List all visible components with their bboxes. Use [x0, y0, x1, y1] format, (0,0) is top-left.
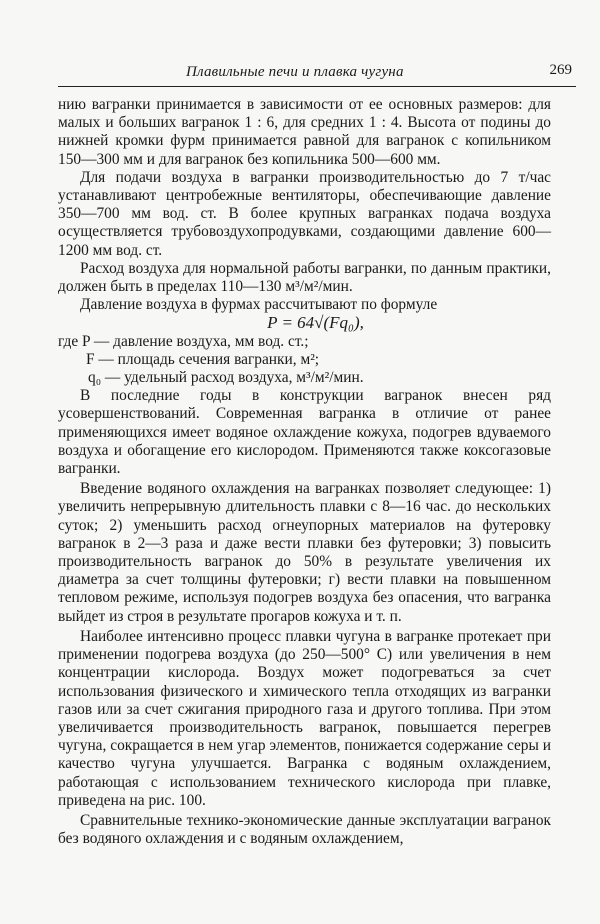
- paragraph: Для подачи воздуха в вагранки производительностью до 7 т/час устанавливают центробежные вентиляторы, обеспечивающие давление 350—700 мм вод. ст. В более крупных вагранках подача воздуха осуществляется трубовоздухопродувками, создающими давление 600—1200 мм вод. ст.: [58, 168, 551, 259]
- paragraph: Давление воздуха в фурмах рассчитывают по формуле: [80, 296, 438, 314]
- paragraph: Сравнительные технико-экономические данные эксплуатации вагранок без водяного охлаждения и с водяным охлаждением,: [58, 811, 551, 848]
- paragraph: В последние годы в конструкции вагранок внесен ряд усовершенствований. Современная вагранка в отличие от ранее применяющихся имеет водяное охлаждение кожуха, подогрев вдуваемого воздуха и обогащение его кислородом. Применяются также коксогазовые вагранки.: [58, 387, 551, 478]
- formula-definitions: [58, 333, 551, 388]
- formula: P = 64√(Fq₀),: [267, 313, 364, 333]
- definition: q₀ — удельный расход воздуха, м³/м²/мин.: [88, 369, 364, 387]
- body-text: [58, 96, 551, 848]
- definition: F — площадь сечения вагранки, м²;: [86, 350, 320, 368]
- paragraph: нию вагранки принимается в зависимости от ее основных размеров: для малых и больших вагранок 1 : 6, для средних 1 : 4. Высота от подины до нижней кромки фурм принимается равной для вагранок с копильником 150—300 мм и для вагранок без копильника 500—600 мм.: [58, 96, 551, 168]
- definition: где P — давление воздуха, мм вод. ст.;: [58, 332, 309, 350]
- paragraph: Введение водяного охлаждения на вагранках позволяет следующее: 1) увеличить непрерывную длительность плавки с 8—16 час. до нескольких суток; 2) уменьшить расход огнеупорных материалов на футеровку вагранок в 2—3 раза и даже вести плавки без футеровки; 3) повысить производительность вагранок до 50% в результате увеличения их диаметра за счет толщины футеровки; г) вести плавки на повышенном тепловом режиме, используя подогрев воздуха без опасения, что вагранка выйдет из строя в результате прогаров кожуха и т. п.: [58, 480, 551, 625]
- paragraph: Наиболее интенсивно процесс плавки чугуна в вагранке протекает при применении подогрева воздуха (до 250—500° C) или увеличения в нем концентрации кислорода. Воздух может подогреваться за счет использования физического и химического тепла отходящих из вагранки газов или за счет сжигания природного газа и другого топлива. При этом увеличивается производительность вагранок, повышается перегрев чугуна, сокращается в нем угар элементов, понижается содержание серы и качество чугуна улучшается. Вагранка с водяным охлаждением, работающая с использованием технического кислорода при плавке, приведена на рис. 100.: [58, 627, 551, 809]
- paragraph: Расход воздуха для нормальной работы вагранки, по данным практики, должен быть в пределах 110—130 м³/м²/мин.: [58, 259, 551, 296]
- page-number: 269: [549, 62, 572, 78]
- running-title: Плавильные печи и плавка чугуна: [186, 64, 404, 80]
- page-header: [58, 62, 576, 87]
